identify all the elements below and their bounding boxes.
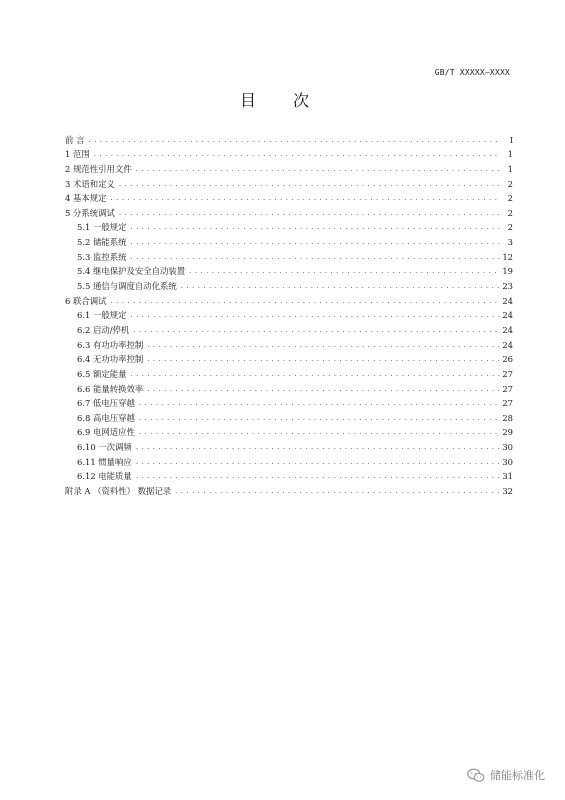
toc-entry-label: 5.5 通信与调度自动化系统: [77, 281, 177, 292]
toc-entry-page-number: 12: [502, 251, 513, 262]
toc-leader-dots: [133, 324, 500, 336]
toc-entry[interactable]: [65, 380, 513, 395]
toc-entry-page-number: 1: [507, 149, 513, 160]
toc-entry-label: 6.12 电能质量: [77, 471, 132, 482]
toc-entry-page-number: 19: [502, 266, 513, 277]
toc-entry-page-number: 2: [507, 222, 513, 233]
toc-leader-dots: [130, 236, 501, 248]
toc-leader-dots: [119, 178, 501, 190]
toc-entry[interactable]: [65, 453, 513, 468]
table-of-contents: [65, 131, 513, 497]
toc-entry[interactable]: [65, 395, 513, 410]
toc-entry-label: 6.9 电网适应性: [77, 427, 135, 438]
toc-entry-page-number: 27: [502, 383, 513, 394]
toc-entry-page-number: 3: [507, 237, 513, 248]
toc-entry-page-number: 30: [502, 442, 513, 453]
toc-leader-dots: [136, 441, 501, 453]
toc-entry[interactable]: [65, 219, 513, 234]
toc-entry-page-number: I: [509, 134, 513, 145]
toc-entry[interactable]: [65, 468, 513, 483]
toc-entry-label: 1 范围: [65, 149, 90, 160]
toc-leader-dots: [111, 192, 502, 204]
toc-entry-label: 5.2 储能系统: [77, 237, 127, 248]
toc-leader-dots: [119, 207, 501, 219]
toc-entry-label: 5 分系统调试: [65, 207, 115, 218]
toc-entry-label: 6.10 一次调频: [77, 442, 132, 453]
standard-code: GB/T XXXXX—XXXX: [434, 68, 510, 77]
toc-entry-label: 6.6 能量转换效率: [77, 383, 144, 394]
toc-entry-page-number: 31: [502, 471, 513, 482]
toc-leader-dots: [130, 221, 501, 233]
toc-leader-dots: [130, 251, 500, 263]
toc-entry[interactable]: [65, 292, 513, 307]
toc-entry-label: 5.4 继电保护及安全自动装置: [77, 266, 186, 277]
toc-entry-label: 4 基本规定: [65, 193, 107, 204]
toc-leader-dots: [139, 426, 500, 438]
toc-entry-label: 6.1 一般规定: [77, 310, 127, 321]
toc-entry[interactable]: [65, 424, 513, 439]
toc-entry[interactable]: [65, 146, 513, 161]
toc-entry-page-number: 32: [502, 486, 513, 497]
toc-entry-label: 6.4 无功功率控制: [77, 354, 144, 365]
toc-entry-label: 附录 A （资料性） 数据记录: [65, 486, 172, 497]
toc-entry-page-number: 2: [507, 178, 513, 189]
toc-entry-page-number: 24: [502, 295, 513, 306]
toc-leader-dots: [147, 383, 500, 395]
toc-entry-page-number: 24: [502, 324, 513, 335]
toc-entry-label: 6 联合调试: [65, 295, 107, 306]
watermark: [467, 767, 545, 783]
toc-entry[interactable]: [65, 482, 513, 497]
toc-entry-page-number: 27: [502, 398, 513, 409]
toc-entry-page-number: 24: [502, 339, 513, 350]
toc-entry[interactable]: [65, 131, 513, 146]
toc-entry-page-number: 28: [502, 412, 513, 423]
toc-entry[interactable]: [65, 233, 513, 248]
toc-leader-dots: [111, 295, 501, 307]
toc-leader-dots: [181, 280, 501, 292]
toc-entry-label: 5.1 一般规定: [77, 222, 127, 233]
wechat-icon: [467, 768, 485, 783]
toc-entry-label: 2 规范性引用文件: [65, 163, 132, 174]
toc-leader-dots: [147, 339, 500, 351]
toc-leader-dots: [130, 368, 500, 380]
toc-entry[interactable]: [65, 321, 513, 336]
toc-entry-label: 6.7 低电压穿越: [77, 398, 135, 409]
toc-entry-label: 5.3 监控系统: [77, 251, 127, 262]
toc-leader-dots: [139, 412, 500, 424]
toc-entry[interactable]: [65, 438, 513, 453]
toc-entry[interactable]: [65, 277, 513, 292]
toc-entry-page-number: 24: [502, 310, 513, 321]
toc-entry[interactable]: [65, 190, 513, 205]
toc-entry-label: 6.5 额定能量: [77, 368, 127, 379]
toc-entry[interactable]: [65, 248, 513, 263]
page-title: 目 次: [239, 91, 326, 110]
toc-entry[interactable]: [65, 409, 513, 424]
toc-leader-dots: [189, 265, 500, 277]
watermark-text: 储能标准化: [490, 769, 545, 782]
toc-entry-label: 6.3 有功功率控制: [77, 339, 144, 350]
toc-entry-label: 6.2 启动/停机: [77, 324, 130, 335]
toc-entry[interactable]: [65, 160, 513, 175]
toc-leader-dots: [175, 485, 500, 497]
toc-entry[interactable]: [65, 351, 513, 366]
toc-leader-dots: [94, 148, 501, 160]
toc-entry[interactable]: [65, 263, 513, 278]
toc-leader-dots: [139, 397, 500, 409]
toc-leader-dots: [88, 134, 501, 146]
toc-entry-page-number: 26: [502, 354, 513, 365]
toc-entry[interactable]: [65, 307, 513, 322]
toc-entry-page-number: 23: [502, 281, 513, 292]
toc-entry-page-number: 2: [507, 193, 513, 204]
toc-entry[interactable]: [65, 204, 513, 219]
toc-leader-dots: [136, 456, 501, 468]
toc-leader-dots: [136, 163, 501, 175]
toc-entry-page-number: 30: [502, 456, 513, 467]
toc-leader-dots: [130, 309, 500, 321]
toc-entry-label: 前 言: [65, 134, 85, 145]
toc-leader-dots: [136, 470, 501, 482]
toc-entry[interactable]: [65, 175, 513, 190]
toc-entry-page-number: 1: [507, 163, 513, 174]
toc-entry-label: 6.11 惯量响应: [77, 456, 132, 467]
toc-entry-page-number: 2: [507, 207, 513, 218]
toc-entry[interactable]: [65, 365, 513, 380]
toc-entry-page-number: 27: [502, 368, 513, 379]
toc-entry-label: 3 术语和定义: [65, 178, 115, 189]
toc-entry-label: 6.8 高电压穿越: [77, 412, 135, 423]
toc-entry-page-number: 29: [502, 427, 513, 438]
toc-entry[interactable]: [65, 336, 513, 351]
toc-leader-dots: [147, 353, 500, 365]
